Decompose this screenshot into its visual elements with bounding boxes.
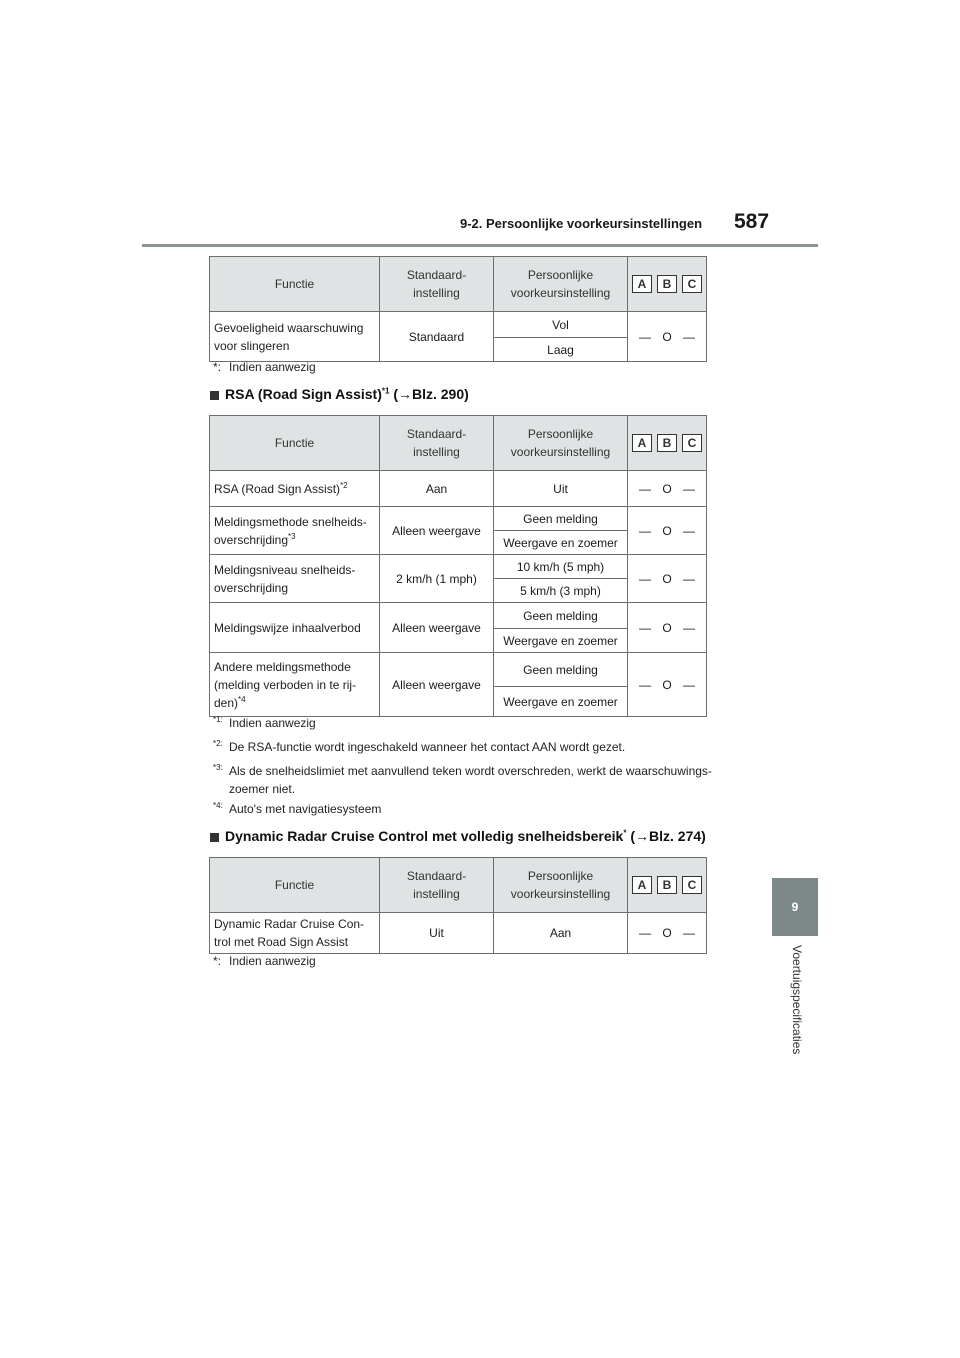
table-rsa [209, 415, 707, 717]
row-option: Weergave en zoemer [494, 629, 628, 653]
box-a: A [632, 876, 652, 894]
row-default: Aan [380, 471, 494, 507]
row-option: Weergave en zoemer [494, 687, 628, 717]
table-slingeren [209, 256, 707, 362]
row-option: Uit [494, 471, 628, 507]
header-rule [142, 244, 818, 247]
chapter-tab[interactable]: 9 [772, 878, 818, 936]
table-row [210, 653, 707, 687]
row-marks: — O — [628, 312, 707, 362]
footnote: *: Indien aanwezig [213, 360, 316, 374]
bullet-square-icon [210, 391, 219, 400]
bullet-square-icon [210, 833, 219, 842]
table-row [210, 913, 707, 954]
row-option: 5 km/h (3 mph) [494, 579, 628, 603]
col-abc [628, 416, 707, 471]
table-header-row [210, 257, 707, 312]
col-functie: Functie [210, 858, 380, 913]
col-persoonlijk: Persoonlijke voorkeursinstelling [494, 858, 628, 913]
row-option: Geen melding [494, 507, 628, 531]
box-c: C [682, 876, 702, 894]
table-row [210, 507, 707, 531]
box-b: B [657, 275, 677, 293]
row-marks: — O — [628, 555, 707, 603]
row-option: Laag [494, 338, 628, 362]
table-row [210, 555, 707, 579]
footnote: $^{*2:}$ De RSA-functie wordt ingeschakeld wanneer het contact AAN wordt gezet. [213, 739, 626, 754]
footnote: $^{*3:}$ Als de snelheidslimiet met aanvullend teken wordt overschreden, werkt de waarschuwings- zoemer niet. [213, 763, 712, 796]
col-persoonlijk: Persoonlijke voorkeursinstelling [494, 257, 628, 312]
row-option: Weergave en zoemer [494, 531, 628, 555]
box-c: C [682, 275, 702, 293]
section-heading-cruise: Dynamic Radar Cruise Control met volledig snelheidsbereik* (→Blz. 274) [210, 828, 706, 844]
row-option: Aan [494, 913, 628, 954]
row-default: Alleen weergave [380, 653, 494, 717]
box-b: B [657, 434, 677, 452]
row-function: RSA (Road Sign Assist)$^{*2}$ [210, 471, 380, 507]
footnote: *: Indien aanwezig [213, 954, 316, 968]
table-row [210, 312, 707, 338]
row-option: Geen melding [494, 653, 628, 687]
row-function: Andere meldingsmethode (melding verboden in te rij- den)$^{*4}$ [210, 653, 380, 717]
col-standaard: Standaard- instelling [380, 858, 494, 913]
page-number: 587 [734, 210, 770, 233]
chapter-title: 9-2. Persoonlijke voorkeursinstellingen [460, 216, 703, 231]
row-default: 2 km/h (1 mph) [380, 555, 494, 603]
row-marks: — O — [628, 653, 707, 717]
row-option: 10 km/h (5 mph) [494, 555, 628, 579]
row-function: Gevoeligheid waarschuwing voor slingeren [210, 312, 380, 362]
box-a: A [632, 434, 652, 452]
row-default: Uit [380, 913, 494, 954]
box-a: A [632, 275, 652, 293]
table-cruise [209, 857, 707, 954]
row-option: Geen melding [494, 603, 628, 629]
row-marks: — O — [628, 507, 707, 555]
row-default: Alleen weergave [380, 507, 494, 555]
row-marks: — O — [628, 471, 707, 507]
col-abc [628, 858, 707, 913]
footnote: $^{*1:}$ Indien aanwezig [213, 715, 316, 730]
row-function: Meldingsmethode snelheids- overschrijding$^{*3}$ [210, 507, 380, 555]
row-marks: — O — [628, 913, 707, 954]
col-standaard: Standaard- instelling [380, 257, 494, 312]
col-persoonlijk: Persoonlijke voorkeursinstelling [494, 416, 628, 471]
table-header-row [210, 416, 707, 471]
row-default: Alleen weergave [380, 603, 494, 653]
table-header-row [210, 858, 707, 913]
footnote: $^{*4:}$ Auto's met navigatiesysteem [213, 801, 382, 816]
box-c: C [682, 434, 702, 452]
table-row [210, 471, 707, 507]
row-function: Meldingswijze inhaalverbod [210, 603, 380, 653]
row-function: Dynamic Radar Cruise Con- trol met Road Sign Assist [210, 913, 380, 954]
row-marks: — O — [628, 603, 707, 653]
col-functie: Functie [210, 416, 380, 471]
col-functie: Functie [210, 257, 380, 312]
table-row [210, 603, 707, 629]
box-b: B [657, 876, 677, 894]
col-abc [628, 257, 707, 312]
col-standaard: Standaard- instelling [380, 416, 494, 471]
row-default: Standaard [380, 312, 494, 362]
row-function: Meldingsniveau snelheids- overschrijding [210, 555, 380, 603]
section-heading-rsa: RSA (Road Sign Assist)$^{*1}$ (→Blz. 290) [210, 386, 469, 402]
chapter-side-label: Voertuigspecificaties [790, 945, 804, 1055]
row-option: Vol [494, 312, 628, 338]
